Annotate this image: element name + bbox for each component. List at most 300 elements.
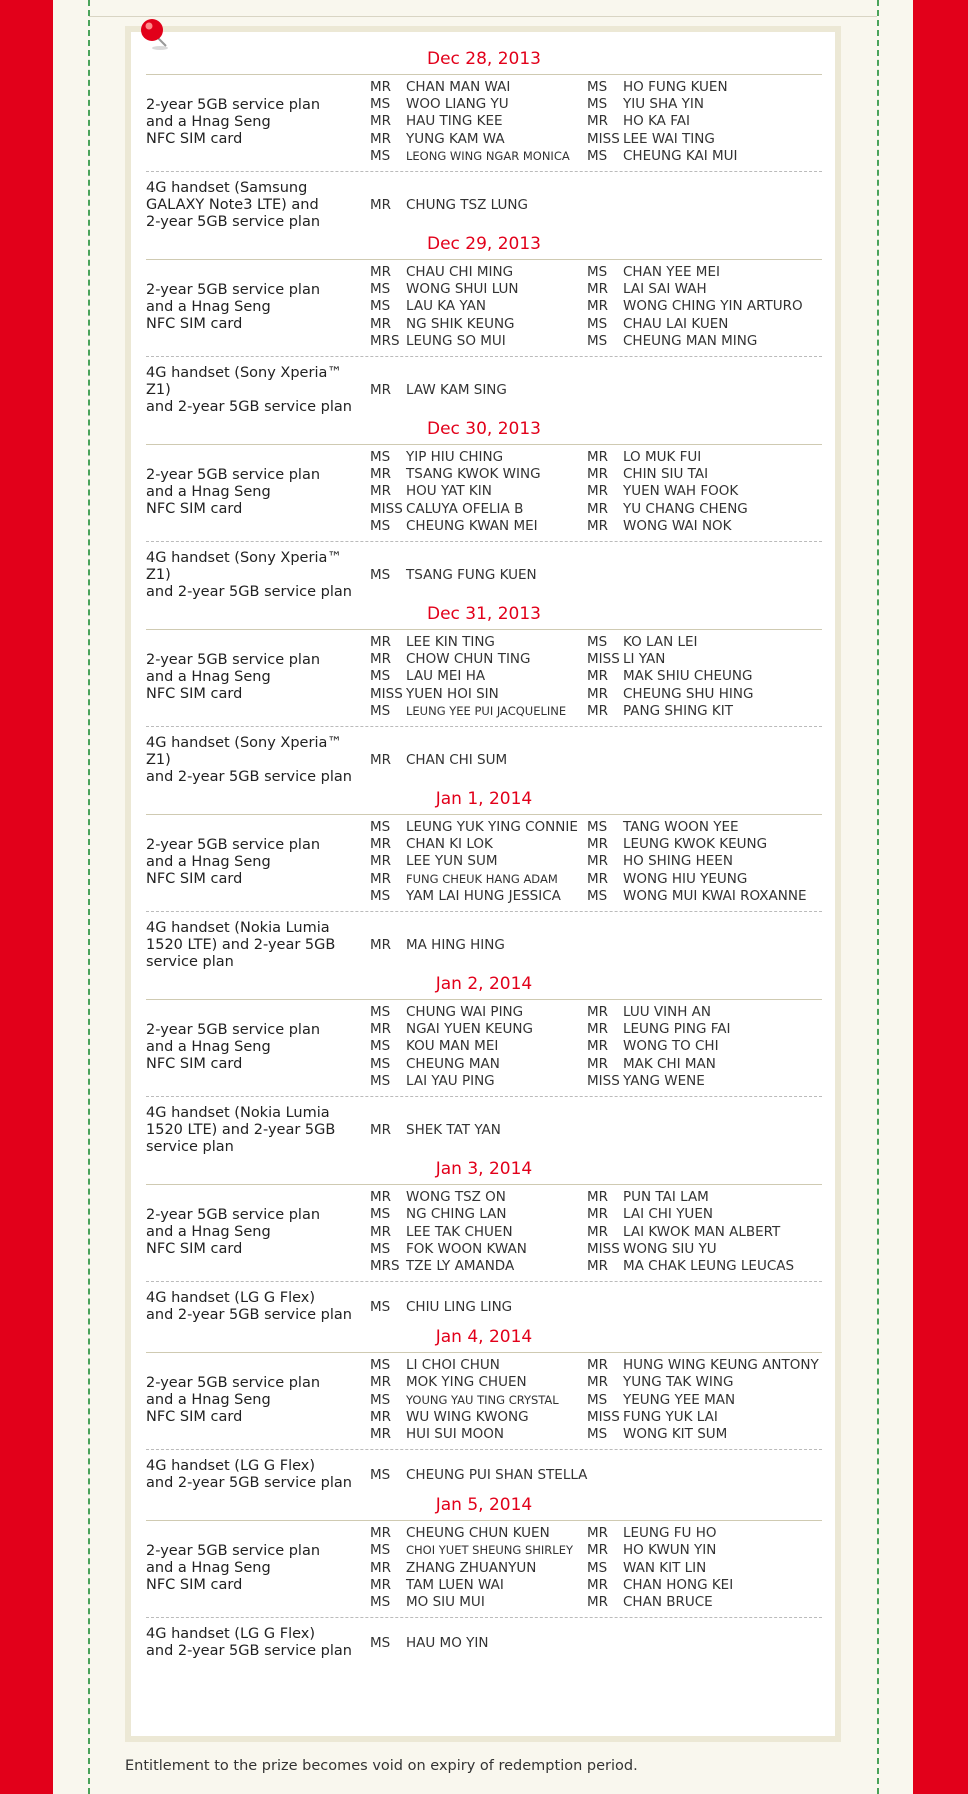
winner-title: MR	[370, 1425, 392, 1442]
winner-name: CHAN BRUCE	[623, 1593, 713, 1610]
winner-title: MR	[587, 1223, 609, 1240]
draw-date: Jan 4, 2014	[435, 1327, 533, 1348]
winner-name: NG CHING LAN	[406, 1206, 507, 1223]
winner-entry	[370, 1021, 587, 1038]
winner-name: FUNG YUK LAI	[623, 1408, 718, 1425]
service-plan-prize-section	[146, 1000, 822, 1097]
winner-entry	[587, 853, 804, 870]
winner-entry	[370, 853, 587, 870]
winner-name: HO KA FAI	[623, 113, 690, 130]
prize-line: and a Hnag Seng	[146, 853, 271, 870]
prize-line: and a Hnag Seng	[146, 113, 271, 130]
winners-list	[146, 46, 822, 1670]
prize-line: 4G handset (Sony Xperia™ Z1)	[146, 365, 342, 399]
winner-entry	[587, 703, 804, 720]
winner-column	[587, 79, 804, 165]
winner-entry	[587, 668, 804, 685]
winner-name: LI YAN	[623, 651, 666, 668]
winner-entry	[370, 1073, 587, 1090]
winner-title: MS	[587, 147, 608, 164]
winner-title: MR	[370, 936, 392, 953]
winner-name: CHEUNG SHU HING	[623, 685, 754, 702]
winner-title: MS	[370, 96, 391, 113]
winner-title: MS	[370, 1072, 391, 1089]
winner-entry	[370, 836, 587, 853]
winner-name: MO SIU MUI	[406, 1593, 485, 1610]
winner-title: MR	[587, 281, 609, 298]
winner-entry	[587, 1560, 804, 1577]
winner-entry	[587, 819, 804, 836]
prize-description	[146, 365, 370, 416]
winner-title: MR	[587, 1525, 609, 1542]
winner-title: MR	[370, 381, 392, 398]
winner-column	[587, 1357, 819, 1443]
draw-day	[146, 231, 822, 416]
prize-description	[146, 1543, 370, 1594]
winner-entry	[587, 686, 804, 703]
service-plan-prize-section	[146, 1521, 822, 1618]
winner-entry	[370, 483, 587, 500]
winner-name: YIP HIU CHING	[406, 449, 504, 466]
winner-name: WONG TO CHI	[623, 1038, 719, 1055]
winner-title: MR	[587, 1206, 609, 1223]
prize-line: 4G handset (LG G Flex)	[146, 1290, 316, 1307]
draw-day	[146, 1492, 822, 1670]
service-plan-prize-section	[146, 630, 822, 727]
winner-title: MS	[587, 315, 608, 332]
winner-column	[587, 634, 804, 720]
prize-line: and a Hnag Seng	[146, 483, 271, 500]
winner-name: YEUNG YEE MAN	[623, 1391, 736, 1408]
winner-entry	[370, 1409, 587, 1426]
winner-entry	[587, 1525, 804, 1542]
winner-entry	[587, 1241, 804, 1258]
prize-line: and a Hnag Seng	[146, 1391, 271, 1408]
winner-name: NG SHIK KEUNG	[406, 315, 515, 332]
winner-name: CHAN MAN WAI	[406, 79, 511, 95]
winner-entry	[370, 466, 587, 483]
winner-title: MS	[370, 1357, 391, 1374]
left-dashed-border	[88, 0, 90, 1794]
winner-name: MAK SHIU CHEUNG	[623, 668, 753, 685]
winner-names	[370, 264, 822, 350]
winner-title: MISS	[587, 1072, 620, 1089]
prize-line: 4G handset (Sony Xperia™ Z1)	[146, 735, 342, 769]
winner-name: LEUNG YUK YING CONNIE	[406, 819, 578, 836]
winner-column	[587, 1525, 804, 1611]
winner-title: MR	[370, 113, 392, 130]
winner-entry	[587, 148, 804, 165]
prize-description	[146, 97, 370, 148]
handset-prize-section	[146, 1450, 822, 1492]
winner-name: WOO LIANG YU	[406, 96, 509, 113]
winner-name: CHEUNG KWAN MEI	[406, 517, 538, 534]
winner-name: HO KWUN YIN	[623, 1542, 717, 1559]
winner-name: YIU SHA YIN	[623, 96, 704, 113]
prize-line: NFC SIM card	[146, 130, 243, 147]
prize-line: and 2-year 5GB service plan	[146, 399, 352, 416]
winner-name: YOUNG YAU TING CRYSTAL	[406, 1392, 559, 1407]
winner-entry	[370, 1056, 587, 1073]
winner-entry	[370, 281, 587, 298]
winner-title: MISS	[370, 500, 403, 517]
winner-entry	[370, 752, 507, 769]
winner-entry	[587, 1038, 804, 1055]
winner-entry	[370, 703, 587, 720]
winner-entry	[587, 1577, 804, 1594]
winner-column	[370, 819, 587, 905]
winner-title: MS	[587, 1391, 608, 1408]
winner-name: LEUNG YEE PUI JACQUELINE	[406, 703, 567, 718]
winner-column	[587, 449, 804, 535]
prize-line: 4G handset (LG G Flex)	[146, 1458, 316, 1475]
winner-title: MR	[587, 1542, 609, 1559]
winner-name: LI CHOI CHUN	[406, 1357, 500, 1374]
winner-title: MISS	[587, 651, 620, 668]
winner-title: MR	[370, 315, 392, 332]
winner-entry	[370, 382, 507, 399]
draw-date: Dec 31, 2013	[426, 604, 541, 625]
winner-entry	[370, 1560, 587, 1577]
winner-entry	[370, 1357, 587, 1374]
prize-line: and a Hnag Seng	[146, 1223, 271, 1240]
winner-name: TZE LY AMANDA	[406, 1257, 515, 1274]
prize-description	[146, 1290, 370, 1324]
winner-entry	[587, 1594, 804, 1611]
winner-title: MS	[370, 517, 391, 534]
winner-entry	[370, 888, 587, 905]
winner-entry	[587, 1206, 804, 1223]
prize-line: 2-year 5GB service plan	[146, 1021, 321, 1038]
winner-name: HUI SUI MOON	[406, 1425, 505, 1442]
winner-title: MR	[370, 1408, 392, 1425]
winner-title: MR	[370, 483, 392, 500]
prize-line: and 2-year 5GB service plan	[146, 769, 352, 786]
winner-name: LEE YUN SUM	[406, 853, 498, 870]
winner-entry	[587, 264, 804, 281]
winner-name: WONG KIT SUM	[623, 1425, 728, 1442]
winner-name: HAU MO YIN	[406, 1634, 489, 1651]
winner-title: MR	[587, 1055, 609, 1072]
service-plan-prize-section	[146, 1353, 822, 1450]
winner-entry	[370, 501, 587, 518]
winner-title: MR	[587, 1021, 609, 1038]
winner-title: MS	[587, 1559, 608, 1576]
winner-column	[370, 1004, 587, 1090]
winner-names	[370, 1357, 822, 1443]
winner-name: TAM LUEN WAI	[406, 1576, 504, 1593]
winner-name: LEE TAK CHUEN	[406, 1223, 513, 1240]
winner-name: CHOW CHUN TING	[406, 651, 531, 668]
winner-entry	[370, 197, 528, 214]
prize-line: NFC SIM card	[146, 1240, 243, 1257]
draw-date: Jan 1, 2014	[435, 789, 533, 810]
winner-entry	[370, 937, 505, 954]
winner-column	[370, 1189, 587, 1275]
winner-title: MRS	[370, 1257, 400, 1274]
winner-title: MRS	[370, 332, 400, 349]
top-divider	[89, 16, 877, 17]
winner-entry	[370, 1467, 587, 1484]
prize-description	[146, 550, 370, 601]
winner-entry	[370, 131, 587, 148]
prize-description	[146, 920, 370, 971]
winner-entry	[587, 281, 804, 298]
winner-title: MISS	[587, 1408, 620, 1425]
winner-title: MS	[587, 264, 608, 281]
winner-title: MR	[587, 483, 609, 500]
winner-entry	[587, 333, 804, 350]
winner-title: MR	[587, 113, 609, 130]
winner-title: MS	[370, 449, 391, 466]
winner-name: CHEUNG MAN MING	[623, 332, 758, 349]
winner-name: YUNG KAM WA	[406, 130, 505, 147]
prize-line: 4G handset (Nokia Lumia	[146, 920, 330, 937]
winner-entry	[370, 1635, 488, 1652]
winner-name: TANG WOON YEE	[623, 819, 739, 836]
winner-name: LEUNG KWOK KEUNG	[623, 836, 768, 853]
prize-line: and a Hnag Seng	[146, 298, 271, 315]
handset-prize-section	[146, 727, 822, 786]
prize-line: NFC SIM card	[146, 1408, 243, 1425]
winner-title: MR	[370, 79, 392, 95]
winner-entry	[370, 1542, 587, 1559]
winner-entry	[587, 1258, 804, 1275]
winner-title: MR	[587, 685, 609, 702]
winner-name: CHEUNG KAI MUI	[623, 147, 738, 164]
winner-name: LEONG WING NGAR MONICA	[406, 148, 570, 163]
winner-entry	[587, 1189, 804, 1206]
winner-entry	[587, 836, 804, 853]
winner-entry	[587, 449, 804, 466]
winner-title: MS	[370, 147, 391, 164]
winner-name: CHIU LING LING	[406, 1298, 513, 1315]
winner-entry	[370, 1374, 587, 1391]
winner-title: MS	[370, 668, 391, 685]
winner-title: MS	[587, 96, 608, 113]
winner-name: PANG SHING KIT	[623, 702, 733, 719]
winner-names	[370, 449, 822, 535]
winner-name: WONG SIU YU	[623, 1240, 717, 1257]
winner-name: CHAN KI LOK	[406, 836, 493, 853]
prize-line: service plan	[146, 954, 234, 971]
winner-title: MISS	[587, 130, 620, 147]
winner-name: CHAN CHI SUM	[406, 751, 508, 768]
winner-name: LO MUK FUI	[623, 449, 702, 466]
handset-prize-section	[146, 912, 822, 971]
winner-name: LEUNG PING FAI	[623, 1021, 731, 1038]
winner-column	[370, 264, 587, 350]
prize-line: 2-year 5GB service plan	[146, 1206, 321, 1223]
winner-title: MR	[587, 449, 609, 466]
prize-line: 2-year 5GB service plan	[146, 214, 321, 231]
winner-title: MR	[370, 1559, 392, 1576]
winner-entry	[370, 1038, 587, 1055]
winner-name: ZHANG ZHUANYUN	[406, 1559, 537, 1576]
winner-title: MR	[587, 668, 609, 685]
winner-entry	[587, 887, 807, 905]
winner-entry	[587, 466, 804, 483]
winner-title: MR	[587, 1189, 609, 1206]
winner-names	[370, 1189, 822, 1275]
prize-line: NFC SIM card	[146, 1055, 243, 1072]
winner-entry	[370, 1004, 587, 1021]
winner-name: LEUNG SO MUI	[406, 332, 506, 349]
winner-title: MS	[370, 1240, 391, 1257]
winner-name: CHAU CHI MING	[406, 264, 514, 281]
winner-entry	[370, 148, 587, 165]
winner-name: CHUNG TSZ LUNG	[406, 196, 528, 213]
winner-title: MR	[370, 196, 392, 213]
winner-entry	[370, 1594, 587, 1611]
winner-name: CHEUNG CHUN KUEN	[406, 1525, 550, 1542]
winner-entry	[587, 871, 804, 888]
winner-entry	[370, 264, 587, 281]
winner-entry	[587, 501, 804, 518]
winner-entry	[587, 483, 804, 500]
prize-line: and 2-year 5GB service plan	[146, 1643, 352, 1660]
winner-name: LAI YAU PING	[406, 1072, 495, 1089]
prize-line: 2-year 5GB service plan	[146, 281, 321, 298]
prize-description	[146, 1458, 370, 1492]
winner-name: LAU MEI HA	[406, 668, 486, 685]
prize-description	[146, 467, 370, 518]
winner-entry	[587, 1004, 804, 1021]
winner-name: MA CHAK LEUNG LEUCAS	[623, 1257, 795, 1274]
winner-title: MS	[370, 1466, 391, 1483]
winner-entry	[370, 113, 587, 130]
winner-title: MS	[587, 332, 608, 349]
winner-title: MR	[370, 853, 392, 870]
right-dashed-border	[877, 0, 879, 1794]
winner-entry	[370, 1122, 501, 1139]
draw-day	[146, 46, 822, 231]
winner-title: MR	[370, 264, 392, 281]
winner-name: SHEK TAT YAN	[406, 1121, 501, 1138]
service-plan-prize-section	[146, 445, 822, 542]
winner-entry	[370, 871, 587, 888]
winner-name: WONG CHING YIN ARTURO	[623, 298, 803, 315]
winner-name: CHAN YEE MEI	[623, 264, 720, 281]
winner-title: MR	[587, 466, 609, 483]
prize-line: 4G handset (Samsung	[146, 180, 308, 197]
winner-title: MS	[370, 1634, 391, 1651]
draw-day	[146, 1324, 822, 1492]
handset-prize-section	[146, 1097, 822, 1156]
prize-line: 2-year 5GB service plan	[146, 1374, 321, 1391]
winner-name: LAU KA YAN	[406, 298, 486, 315]
winner-name: WONG SHUI LUN	[406, 281, 519, 298]
winner-entry	[587, 96, 804, 113]
winner-name: MAK CHI MAN	[623, 1055, 716, 1072]
winner-title: MR	[370, 651, 392, 668]
draw-date: Dec 30, 2013	[426, 419, 541, 440]
winner-entry	[587, 1542, 804, 1559]
winner-names	[370, 79, 822, 165]
winner-name: FOK WOON KWAN	[406, 1240, 527, 1257]
draw-day	[146, 601, 822, 786]
winner-title: MS	[370, 298, 391, 315]
winner-name: KO LAN LEI	[623, 634, 698, 651]
winner-title: MS	[370, 281, 391, 298]
draw-day	[146, 416, 822, 601]
winner-entry	[587, 1409, 804, 1426]
prize-description	[146, 1105, 370, 1156]
winner-entry	[370, 1299, 512, 1316]
winner-name: FUNG CHEUK HANG ADAM	[406, 871, 558, 886]
winner-name: HAU TING KEE	[406, 113, 503, 130]
prize-line: NFC SIM card	[146, 685, 243, 702]
prize-line: 2-year 5GB service plan	[146, 836, 321, 853]
winner-title: MR	[370, 751, 392, 768]
winner-title: MR	[587, 1374, 609, 1391]
handset-prize-section	[146, 172, 822, 231]
prize-line: 2-year 5GB service plan	[146, 96, 321, 113]
winner-title: MR	[587, 853, 609, 870]
prize-description	[146, 1626, 370, 1660]
winner-entry	[587, 651, 804, 668]
winner-title: MS	[587, 887, 608, 904]
winner-entry	[370, 1577, 587, 1594]
winner-title: MR	[370, 1189, 392, 1206]
prize-line: 1520 LTE) and 2-year 5GB	[146, 1122, 336, 1139]
winner-entry	[370, 79, 587, 96]
winner-column	[587, 264, 804, 350]
winner-name: KOU MAN MEI	[406, 1038, 499, 1055]
winner-title: MR	[370, 836, 392, 853]
winner-name: LUU VINH AN	[623, 1004, 711, 1021]
winner-name: WU WING KWONG	[406, 1408, 529, 1425]
winner-column	[370, 79, 587, 165]
winner-entry	[370, 449, 587, 466]
winner-entry	[370, 1258, 587, 1275]
winner-entry	[587, 1357, 819, 1374]
winner-title: MS	[370, 1298, 391, 1315]
winner-title: MR	[587, 1004, 609, 1021]
winner-name: CHOI YUET SHEUNG SHIRLEY	[406, 1543, 573, 1558]
winner-title: MISS	[370, 685, 403, 702]
winner-column	[587, 819, 807, 905]
winner-name: YUEN HOI SIN	[406, 685, 499, 702]
winner-name: CHIN SIU TAI	[623, 466, 709, 483]
winner-title: MS	[370, 1004, 391, 1021]
winner-column	[370, 449, 587, 535]
winner-name: WONG MUI KWAI ROXANNE	[623, 887, 807, 904]
winner-title: MS	[370, 887, 391, 904]
winner-names	[370, 1525, 822, 1611]
winner-entry	[370, 634, 587, 651]
winner-title: MR	[370, 1525, 392, 1542]
winner-entry	[587, 79, 804, 96]
winner-title: MR	[587, 836, 609, 853]
winner-title: MS	[370, 1055, 391, 1072]
service-plan-prize-section	[146, 815, 822, 912]
winner-title: MR	[587, 870, 609, 887]
winner-name: YUNG TAK WING	[623, 1374, 734, 1391]
winner-title: MR	[370, 1121, 392, 1138]
winner-names	[370, 819, 822, 905]
winner-title: MR	[370, 634, 392, 651]
winner-name: WONG WAI NOK	[623, 517, 732, 534]
winner-name: WONG HIU YEUNG	[623, 870, 748, 887]
winner-title: MR	[370, 130, 392, 147]
winner-entry	[370, 1525, 587, 1542]
prize-description	[146, 735, 370, 786]
prize-line: NFC SIM card	[146, 500, 243, 517]
winner-title: MR	[370, 1223, 392, 1240]
winner-name: HUNG WING KEUNG ANTONY	[623, 1357, 819, 1374]
winner-entry	[370, 1426, 587, 1443]
